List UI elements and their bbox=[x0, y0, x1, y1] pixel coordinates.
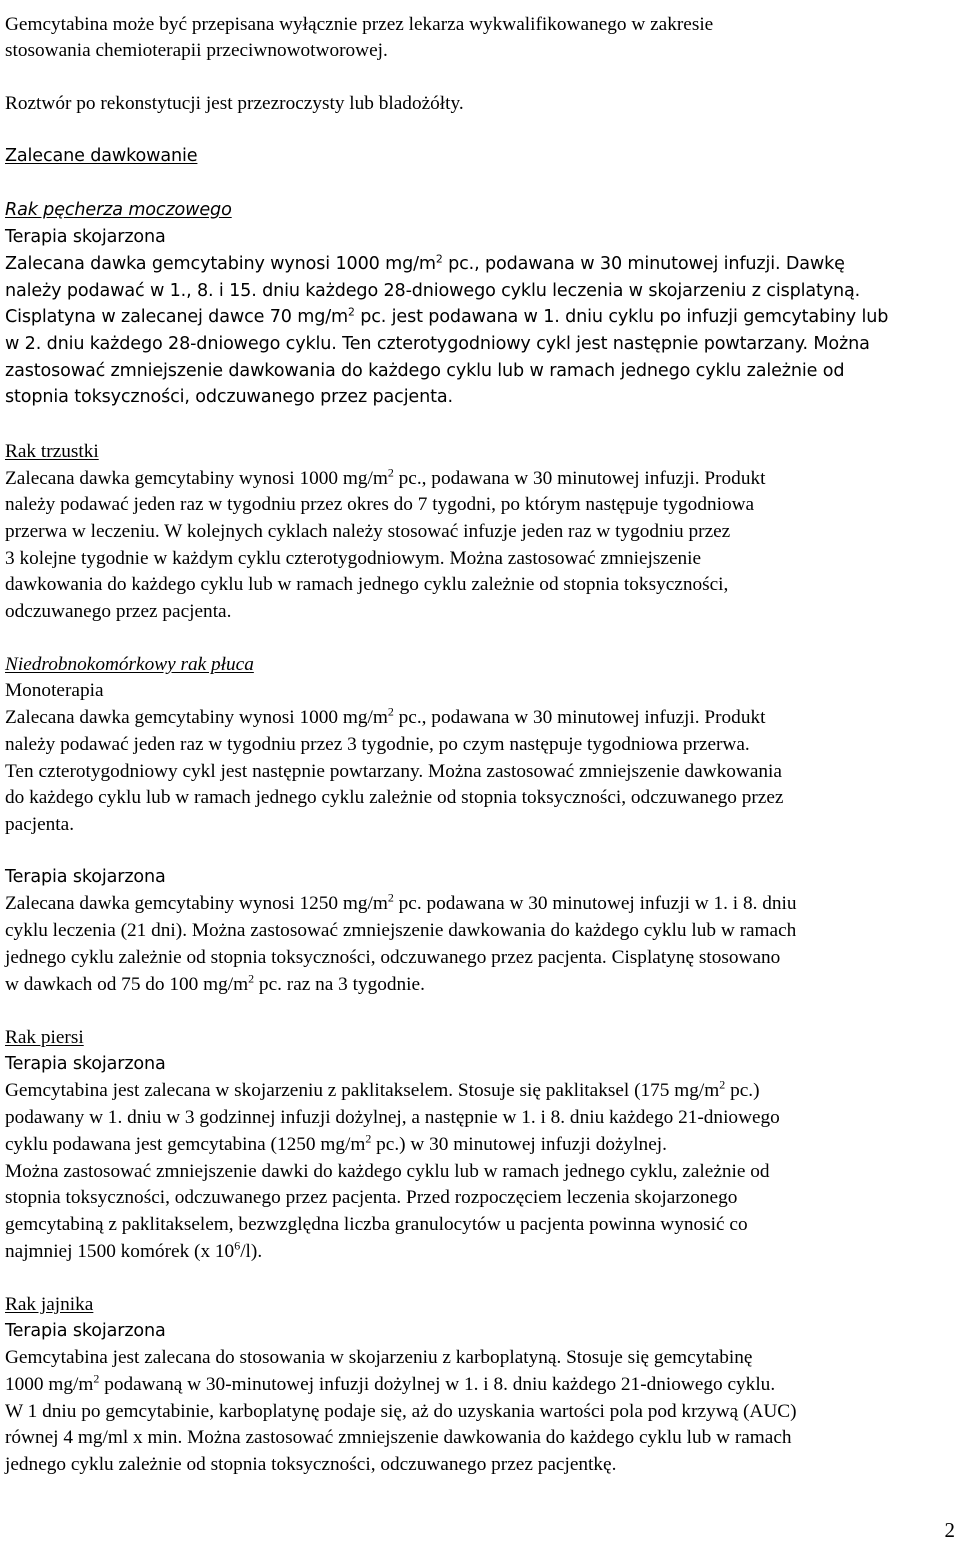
text-line bbox=[5, 1051, 166, 1078]
text-segment: Terapia skojarzona bbox=[5, 227, 166, 247]
text-line bbox=[5, 758, 782, 785]
superscript: 2 bbox=[387, 465, 394, 480]
text-line bbox=[5, 1131, 667, 1158]
text-segment: Rak piersi bbox=[5, 1027, 84, 1048]
text-segment: pc., podawana w 30 minutowej infuzji. Produkt bbox=[393, 707, 766, 728]
text-line bbox=[5, 304, 888, 331]
text-segment: Zalecana dawka gemcytabiny wynosi 1250 mg/m bbox=[5, 893, 388, 914]
text-segment: 1000 mg/m bbox=[5, 1374, 94, 1395]
text-line bbox=[5, 331, 870, 358]
text-segment: pc. jest podawana w 1. dniu cyklu po infuzji gemcytabiny lub bbox=[354, 307, 889, 327]
text-line bbox=[5, 1344, 752, 1371]
text-line bbox=[5, 1371, 775, 1398]
text-line bbox=[5, 811, 74, 838]
text-segment: podawaną w 30-minutowej infuzji dożylnej w 1. i 8. dniu każdego 21-dniowego cyklu. bbox=[99, 1374, 776, 1395]
text-segment: pc.) bbox=[725, 1080, 760, 1101]
text-segment: należy podawać jeden raz w tygodniu przez 3 tygodnie, po czym następuje tygodniowa przerwa. bbox=[5, 734, 750, 755]
superscript: 2 bbox=[365, 1131, 372, 1146]
superscript: 2 bbox=[348, 305, 355, 319]
text-segment: pc., podawana w 30 minutowej infuzji. Produkt bbox=[393, 468, 766, 489]
text-segment: w 2. dniu każdego 28-dniowego cyklu. Ten czterotygodniowy cykl jest następnie powtarzany. Można bbox=[5, 334, 870, 354]
text-segment: Zalecane dawkowanie bbox=[5, 146, 198, 166]
text-segment: Monoterapia bbox=[5, 680, 104, 701]
text-segment: należy podawać w 1., 8. i 15. dniu każdego 28-dniowego cyklu leczenia w skojarzeniu z cisplatyną. bbox=[5, 281, 861, 301]
text-line bbox=[5, 251, 845, 278]
text-line bbox=[5, 224, 166, 251]
text-segment: pc. podawana w 30 minutowej infuzji w 1. i 8. dniu bbox=[393, 893, 797, 914]
text-line bbox=[5, 384, 453, 411]
text-line bbox=[5, 545, 701, 572]
text-line bbox=[5, 1291, 93, 1318]
text-segment: Gemcytabina jest zalecana w skojarzeniu z paklitakselem. Stosuje się paklitaksel (175 mg/m bbox=[5, 1080, 720, 1101]
text-line bbox=[5, 917, 796, 944]
text-line bbox=[5, 1451, 616, 1478]
text-segment: Zalecana dawka gemcytabiny wynosi 1000 mg/m bbox=[5, 254, 436, 274]
text-line bbox=[5, 784, 783, 811]
text-segment: gemcytabiną z paklitakselem, bezwzględna liczba granulocytów u pacjenta powinna wynosić co bbox=[5, 1214, 748, 1235]
text-segment: w dawkach od 75 do 100 mg/m bbox=[5, 974, 249, 995]
text-line bbox=[5, 1184, 737, 1211]
text-line bbox=[5, 1398, 797, 1425]
text-line bbox=[5, 1077, 760, 1104]
text-line bbox=[5, 143, 197, 170]
text-segment: Cisplatyna w zalecanej dawce 70 mg/m bbox=[5, 307, 349, 327]
text-segment: /l). bbox=[240, 1241, 263, 1262]
text-line bbox=[5, 1211, 748, 1238]
text-segment: Niedrobnokomórkowy rak płuca bbox=[5, 654, 254, 675]
text-segment: pacjenta. bbox=[5, 814, 75, 835]
page-number: 2 bbox=[944, 1518, 955, 1542]
text-line bbox=[5, 651, 254, 678]
text-line bbox=[5, 465, 765, 492]
text-line bbox=[5, 1318, 166, 1345]
text-line bbox=[5, 1104, 780, 1131]
text-line bbox=[5, 90, 464, 117]
text-line bbox=[5, 598, 231, 625]
text-segment: cyklu leczenia (21 dni). Można zastosować zmniejszenie dawkowania do każdego cyklu lub w ramach bbox=[5, 920, 797, 941]
text-line bbox=[5, 890, 797, 917]
text-segment: należy podawać jeden raz w tygodniu przez okres do 7 tygodni, po którym następuje tygodniowa bbox=[5, 494, 755, 515]
text-segment: Zalecana dawka gemcytabiny wynosi 1000 mg/m bbox=[5, 707, 388, 728]
text-line bbox=[5, 944, 780, 971]
text-segment: stosowania chemioterapii przeciwnowotworowej. bbox=[5, 40, 388, 61]
text-line bbox=[5, 1238, 262, 1265]
text-segment: Gemcytabina jest zalecana do stosowania w skojarzeniu z karboplatyną. Stosuje się gemcytabinę bbox=[5, 1347, 753, 1368]
text-segment: podawany w 1. dniu w 3 godzinnej infuzji dożylnej, a następnie w 1. i 8. dniu każdego 21-dniowego bbox=[5, 1107, 780, 1128]
text-segment: Rak trzustki bbox=[5, 441, 99, 462]
text-segment: Rak jajnika bbox=[5, 1294, 94, 1315]
text-segment: najmniej 1500 komórek (x 10 bbox=[5, 1241, 235, 1262]
text-segment: równej 4 mg/ml x min. Można zastosować zmniejszenie dawkowania do każdego cyklu lub w ramach bbox=[5, 1427, 792, 1448]
text-line bbox=[5, 11, 713, 38]
text-line bbox=[5, 491, 754, 518]
text-line bbox=[5, 731, 750, 758]
text-line bbox=[5, 864, 166, 891]
text-line bbox=[5, 704, 765, 731]
text-segment: Rak pęcherza moczowego bbox=[5, 200, 232, 220]
text-segment: pc., podawana w 30 minutowej infuzji. Dawkę bbox=[442, 254, 845, 274]
text-segment: Ten czterotygodniowy cykl jest następnie powtarzany. Można zastosować zmniejszenie dawkowania bbox=[5, 761, 782, 782]
superscript: 6 bbox=[234, 1238, 241, 1253]
text-line bbox=[5, 197, 232, 224]
superscript: 2 bbox=[387, 704, 394, 719]
text-segment: stopnia toksyczności, odczuwanego przez pacjenta. bbox=[5, 387, 453, 407]
text-segment: pc.) w 30 minutowej infuzji dożylnej. bbox=[371, 1134, 667, 1155]
text-segment: Można zastosować zmniejszenie dawki do każdego cyklu lub w ramach jednego cyklu, zależnie od bbox=[5, 1161, 770, 1182]
text-segment: jednego cyklu zależnie od stopnia toksyczności, odczuwanego przez pacjentkę. bbox=[5, 1454, 617, 1475]
text-line bbox=[5, 1424, 792, 1451]
text-line bbox=[5, 278, 860, 305]
text-line bbox=[5, 1024, 84, 1051]
text-segment: Terapia skojarzona bbox=[5, 867, 166, 887]
text-segment: do każdego cyklu lub w ramach jednego cyklu zależnie od stopnia toksyczności, odczuwanego przez bbox=[5, 787, 784, 808]
text-segment: zastosować zmniejszenie dawkowania do każdego cyklu lub w ramach jednego cyklu zależnie od bbox=[5, 361, 845, 381]
text-segment: jednego cyklu zależnie od stopnia toksyczności, odczuwanego przez pacjenta. Cisplatynę stosowano bbox=[5, 947, 781, 968]
text-segment: stopnia toksyczności, odczuwanego przez pacjenta. Przed rozpoczęciem leczenia skojarzonego bbox=[5, 1187, 738, 1208]
superscript: 2 bbox=[435, 252, 443, 266]
text-segment: cyklu podawana jest gemcytabina (1250 mg/m bbox=[5, 1134, 366, 1155]
text-segment: Terapia skojarzona bbox=[5, 1321, 166, 1341]
text-line bbox=[5, 37, 388, 64]
text-line bbox=[5, 1158, 770, 1185]
text-line bbox=[5, 971, 425, 998]
text-line bbox=[5, 358, 844, 385]
text-segment: przerwa w leczeniu. W kolejnych cyklach należy stosować infuzje jeden raz w tygodniu przez bbox=[5, 521, 731, 542]
text-segment: Roztwór po rekonstytucji jest przezroczysty lub bladożółty. bbox=[5, 93, 464, 114]
superscript: 2 bbox=[248, 971, 255, 986]
text-segment: Zalecana dawka gemcytabiny wynosi 1000 mg/m bbox=[5, 468, 388, 489]
text-line bbox=[5, 571, 728, 598]
text-line bbox=[5, 438, 99, 465]
superscript: 2 bbox=[387, 890, 394, 905]
text-segment: pc. raz na 3 tygodnie. bbox=[254, 974, 425, 995]
text-segment: dawkowania do każdego cyklu lub w ramach jednego cyklu zależnie od stopnia toksyczności, bbox=[5, 574, 729, 595]
text-segment: odczuwanego przez pacjenta. bbox=[5, 601, 232, 622]
text-segment: Gemcytabina może być przepisana wyłącznie przez lekarza wykwalifikowanego w zakresie bbox=[5, 14, 714, 35]
superscript: 2 bbox=[93, 1371, 100, 1386]
text-line bbox=[5, 518, 730, 545]
text-segment: W 1 dniu po gemcytabinie, karboplatynę podaje się, aż do uzyskania wartości pola pod krzywą (AUC) bbox=[5, 1401, 797, 1422]
text-line bbox=[5, 677, 104, 704]
text-segment: Terapia skojarzona bbox=[5, 1054, 166, 1074]
superscript: 2 bbox=[719, 1077, 726, 1092]
text-segment: 3 kolejne tygodnie w każdym cyklu czterotygodniowym. Można zastosować zmniejszenie bbox=[5, 548, 702, 569]
